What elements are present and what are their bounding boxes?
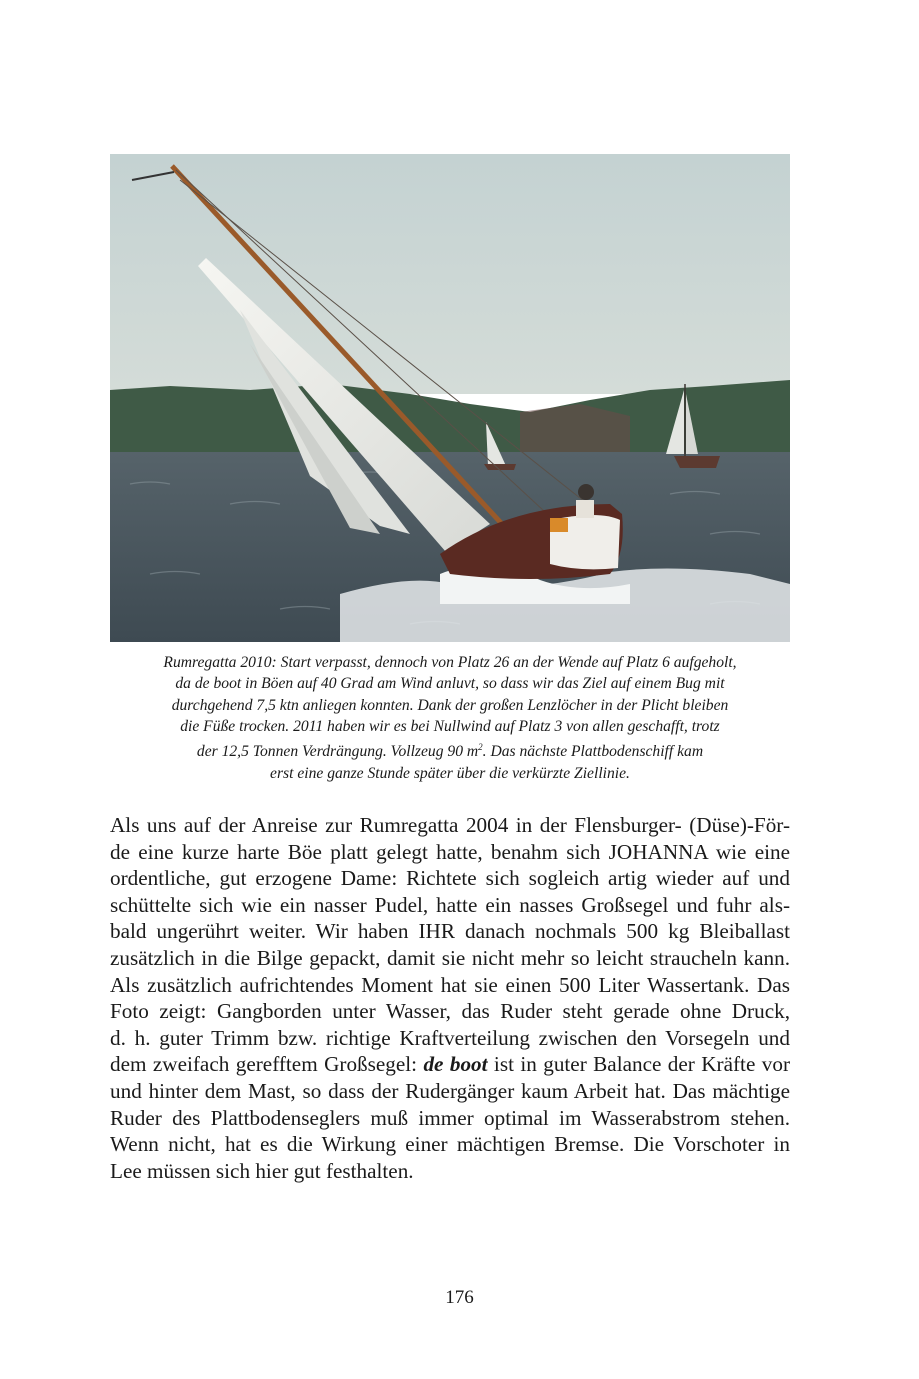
caption-line: da de boot in Böen auf 40 Grad am Wind anluvt, so dass wir das Ziel auf einem Bug mit [175, 675, 725, 693]
caption-line: Rumregatta 2010: Start verpasst, dennoch von Platz 26 an der Wende auf Platz 6 aufgeholt, [163, 654, 737, 671]
body-line: Ruder des Plattbodenseglers muß immer optimal im Wasserabstrom stehen. [110, 1105, 790, 1130]
caption-line: durchgehend 7,5 ktn anliegen konnten. Dank der großen Lenzlöcher in der Plicht bleiben [171, 696, 729, 714]
boat-name: de boot [423, 1052, 488, 1077]
body-line: Lee müssen sich hier gut festhalten. [110, 1158, 414, 1183]
body-line: und hinter dem Mast, so dass der Rudergänger kaum Arbeit hat. Das mächtige [110, 1078, 790, 1103]
caption-line: erst eine ganze Stunde später über die verkürzte Ziellinie. [270, 764, 630, 782]
body-line: schüttelte sich wie ein nasser Pudel, hatte ein nasses Großsegel und fuhr als- [110, 892, 790, 917]
body-line: zusätzlich in die Bilge gepackt, damit sie nicht mehr so leicht straucheln kann. [110, 945, 790, 970]
body-line: Als zusätzlich aufrichtendes Moment hat sie einen 500 Liter Wassertank. Das [110, 972, 790, 997]
photo-caption [110, 652, 790, 784]
page-number: 176 [445, 1287, 474, 1308]
body-line: Foto zeigt: Gangborden unter Wasser, das Ruder steht gerade ohne Druck, [110, 999, 790, 1024]
body-line: Wenn nicht, hat es die Wirkung einer mächtigen Bremse. Die Vorschoter in [110, 1132, 790, 1157]
body-line: dem zweifach gerefftem Großsegel: de boot ist in guter Balance der Kräfte vor [110, 1052, 790, 1077]
body-line: Als uns auf der Anreise zur Rumregatta 2004 in der Flensburger- (Düse)-För- [110, 813, 790, 837]
body-line: bald ungerührt weiter. Wir haben IHR danach nochmals 500 kg Bleiballast [110, 919, 790, 944]
body-paragraph [110, 812, 790, 1184]
body-line: ordentliche, gut erzogene Dame: Richtete sich sogleich artig wieder auf und [110, 866, 790, 891]
caption-line: der 12,5 Tonnen Verdrängung. Vollzeug 90 $m^2$. Das nächste Plattbodenschiff kam [196, 742, 704, 761]
regatta-photo [110, 154, 790, 642]
caption-line: die Füße trocken. 2011 haben wir es bei Nullwind auf Platz 3 von allen geschafft, trotz [180, 717, 720, 735]
body-line: d. h. guter Trimm bzw. richtige Kraftverteilung zwischen den Vorsegeln und [110, 1025, 790, 1050]
body-line: de eine kurze harte Böe platt gelegt hatte, benahm sich JOHANNA wie eine [110, 839, 790, 864]
